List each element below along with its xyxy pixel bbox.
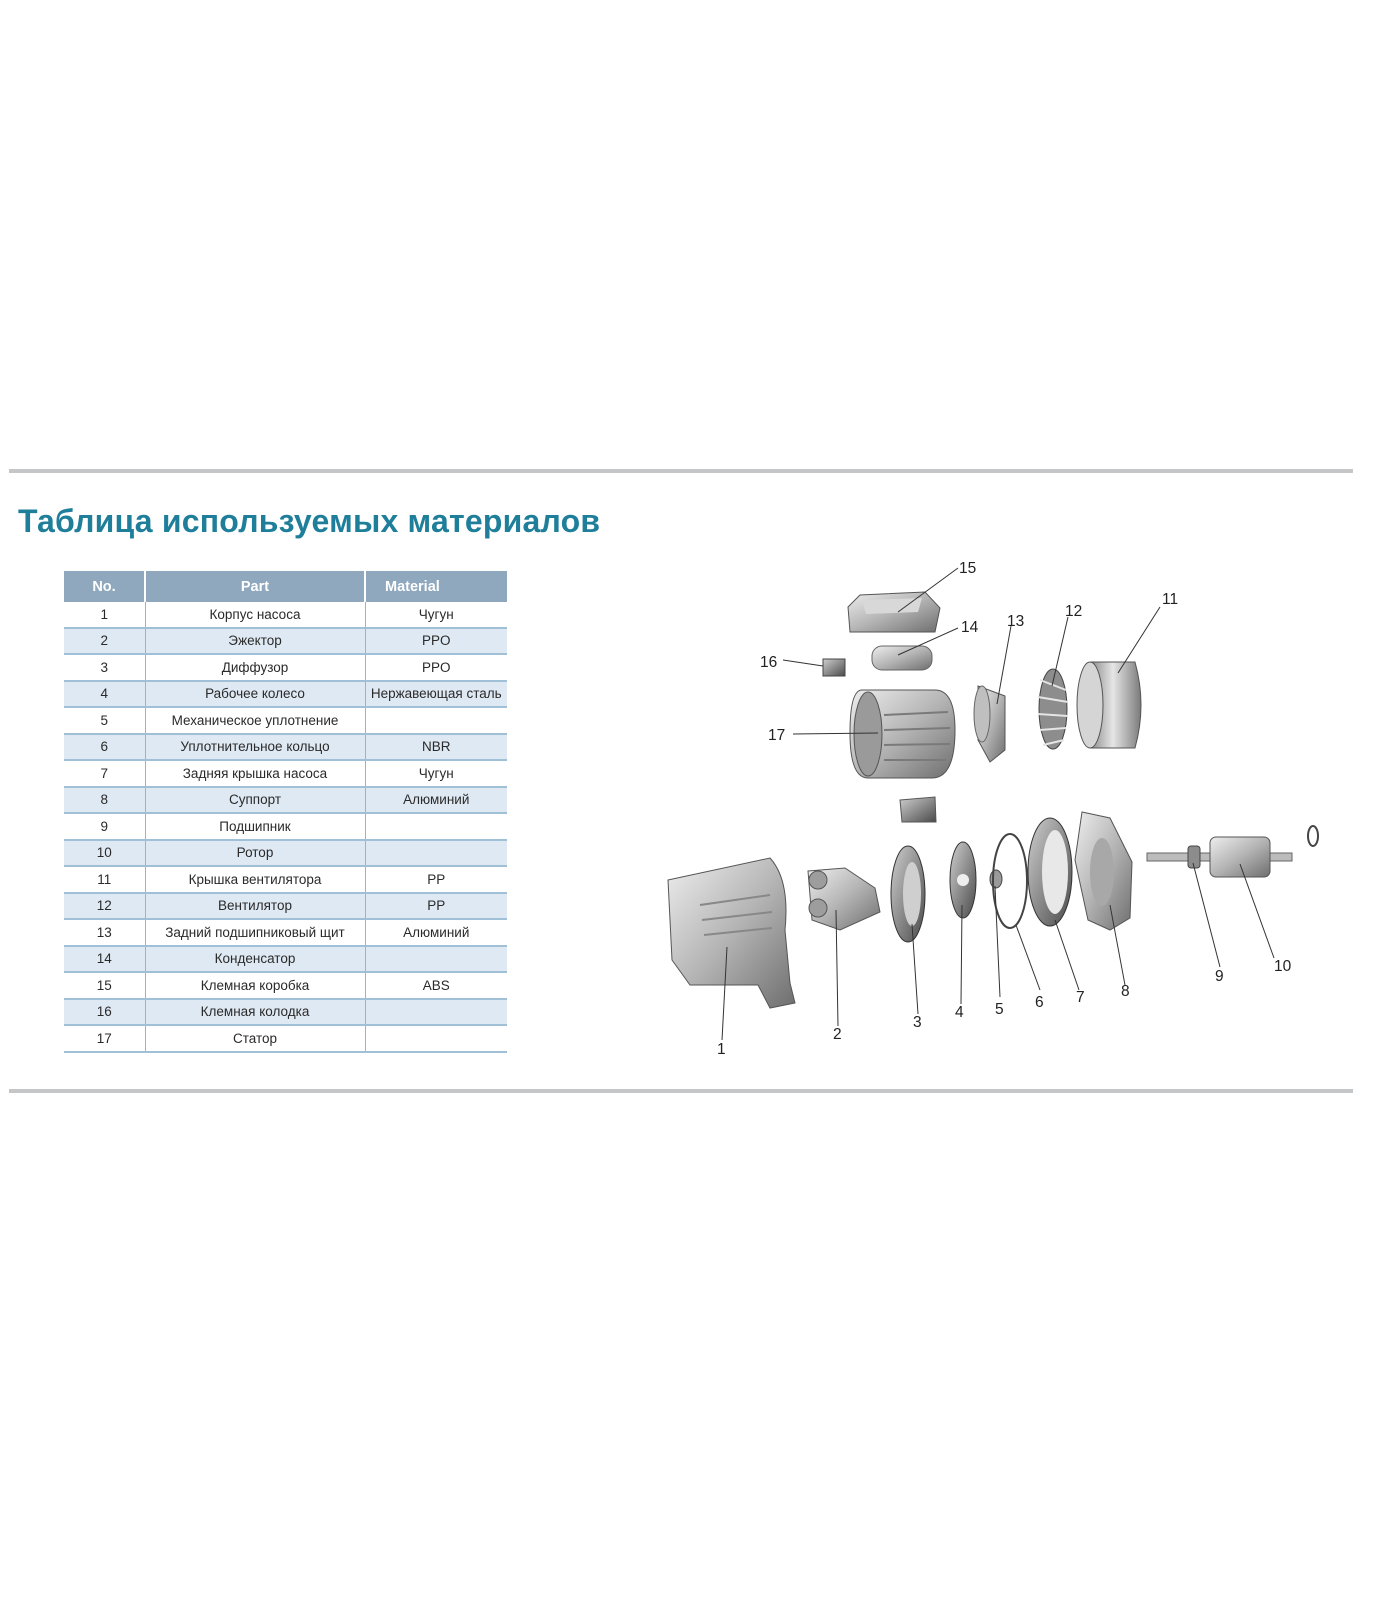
- column-header-no: No.: [64, 571, 145, 602]
- callout-8: 8: [1121, 983, 1130, 1000]
- part-name: Уплотнительное кольцо: [145, 734, 365, 761]
- part-name: Клемная колодка: [145, 999, 365, 1026]
- column-header-material: Material: [365, 571, 507, 602]
- callout-14: 14: [961, 619, 979, 636]
- row-number: 17: [64, 1025, 145, 1052]
- callout-10: 10: [1274, 958, 1292, 975]
- part-terminal-block: [823, 659, 845, 676]
- part-ejector: [808, 868, 880, 930]
- column-header-part: Part: [145, 571, 365, 602]
- callout-11: 11: [1162, 591, 1179, 608]
- part-name: Ротор: [145, 840, 365, 867]
- part-name: Механическое уплотнение: [145, 707, 365, 734]
- material-name: PPO: [365, 628, 507, 655]
- row-number: 12: [64, 893, 145, 920]
- part-name: Эжектор: [145, 628, 365, 655]
- material-name: NBR: [365, 734, 507, 761]
- row-number: 7: [64, 760, 145, 787]
- part-mechanical-seal: [990, 870, 1002, 888]
- part-name: Клемная коробка: [145, 972, 365, 999]
- part-diffuser: [891, 846, 925, 942]
- part-rotor: [1147, 837, 1292, 877]
- part-rear-pump-cover: [1028, 818, 1072, 926]
- callout-17: 17: [768, 727, 786, 744]
- callout-6: 6: [1035, 994, 1044, 1011]
- part-fan-cover: [1077, 662, 1141, 748]
- part-name: Конденсатор: [145, 946, 365, 973]
- part-support: [1075, 812, 1132, 930]
- row-number: 13: [64, 919, 145, 946]
- callout-leaders: [722, 568, 1274, 1040]
- callout-15: 15: [959, 560, 977, 577]
- callout-13: 13: [1007, 613, 1025, 630]
- callout-12: 12: [1065, 603, 1083, 620]
- row-number: 8: [64, 787, 145, 814]
- row-number: 6: [64, 734, 145, 761]
- callout-labels: [717, 560, 1292, 1058]
- material-name: Чугун: [365, 760, 507, 787]
- part-rear-bearing-shield: [974, 686, 1005, 762]
- part-bracket: [900, 797, 936, 822]
- row-number: 4: [64, 681, 145, 708]
- part-name: Крышка вентилятора: [145, 866, 365, 893]
- part-stator: [850, 690, 955, 778]
- row-number: 11: [64, 866, 145, 893]
- material-name: Нержавеющая сталь: [365, 681, 507, 708]
- row-number: 15: [64, 972, 145, 999]
- callout-7: 7: [1076, 989, 1085, 1006]
- page-title: Таблица используемых материалов: [18, 503, 601, 539]
- material-name: Алюминий: [365, 919, 507, 946]
- part-name: Суппорт: [145, 787, 365, 814]
- row-number: 1: [64, 602, 145, 628]
- row-number: 10: [64, 840, 145, 867]
- row-number: 3: [64, 654, 145, 681]
- material-name: PP: [365, 866, 507, 893]
- part-terminal-box: [848, 592, 940, 632]
- row-number: 14: [64, 946, 145, 973]
- callout-2: 2: [833, 1026, 842, 1043]
- row-number: 16: [64, 999, 145, 1026]
- part-name: Подшипник: [145, 813, 365, 840]
- material-name: Алюминий: [365, 787, 507, 814]
- part-name: Рабочее колесо: [145, 681, 365, 708]
- part-name: Корпус насоса: [145, 602, 365, 628]
- row-number: 9: [64, 813, 145, 840]
- bottom-divider: [9, 1089, 1353, 1093]
- part-name: Диффузор: [145, 654, 365, 681]
- part-pump-body: [668, 858, 795, 1008]
- callout-9: 9: [1215, 968, 1224, 985]
- material-name: PP: [365, 893, 507, 920]
- row-number: 2: [64, 628, 145, 655]
- callout-5: 5: [995, 1001, 1004, 1018]
- callout-3: 3: [913, 1014, 922, 1031]
- part-impeller: [950, 842, 976, 918]
- part-name: Задний подшипниковый щит: [145, 919, 365, 946]
- material-name: ABS: [365, 972, 507, 999]
- row-number: 5: [64, 707, 145, 734]
- part-name: Вентилятор: [145, 893, 365, 920]
- material-name: Чугун: [365, 602, 507, 628]
- part-name: Статор: [145, 1025, 365, 1052]
- callout-4: 4: [955, 1004, 964, 1021]
- part-name: Задняя крышка насоса: [145, 760, 365, 787]
- part-capacitor: [872, 646, 932, 670]
- callout-1: 1: [717, 1041, 726, 1058]
- material-name: PPO: [365, 654, 507, 681]
- callout-16: 16: [760, 654, 778, 671]
